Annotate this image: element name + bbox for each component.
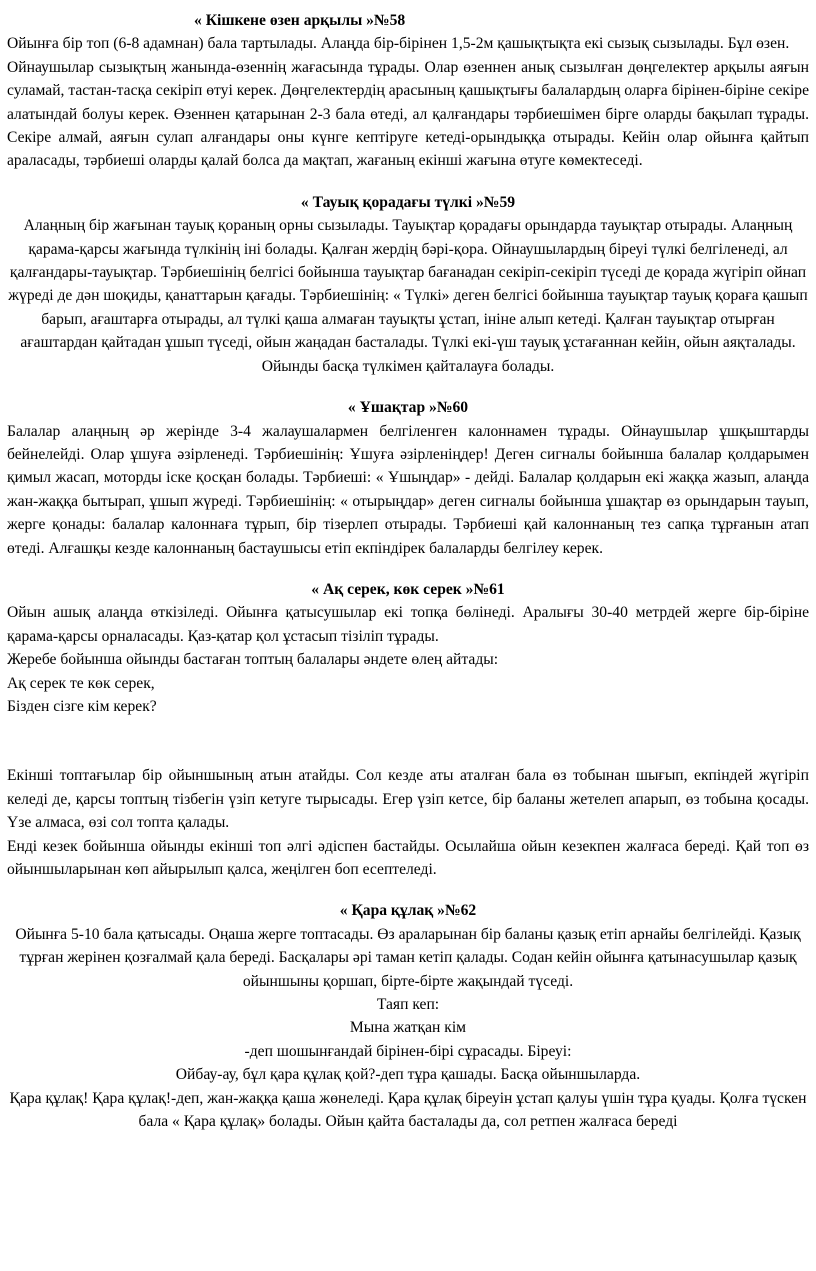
paragraph: Балалар алаңның әр жерінде 3-4 жалаушалармен белгіленген калоннамен тұрады. Ойнаушылар ұшқыштарды бейнелейді. Олар ұшуға әзірленеді. Тәрбиешінің: Ұшуға әзірленіңдер! Деген сигналы бойынша балалар қолдарымен қимыл жасап, моторды іске қосқан болады. Тәрбиеші: « Ұшыңдар» - дейді. Балалар қолдарын екі жаққа жазып, алаңда жан-жаққа бытырап, ұшып жүреді. Тәрбиешінің: « отырыңдар» деген сигналы бойынша ұшақтар өз орындарын тауып, жерге қонады: балалар калоннаға тұрып, бір тізерлеп отырады. Тәрбиеші қай калоннаның тез сапқа тұрғанын атап өтеді. Алғашқы кезде калоннаның бастаушысы етіп екпіндірек балаларды белгілеу керек. — [7, 422, 809, 557]
section-62 — [7, 899, 809, 1133]
section-title: « Ұшақтар »№60 — [347, 399, 469, 417]
section-title: « Тауық қорадағы түлкі »№59 — [300, 193, 516, 211]
paragraph: Алаңның бір жағынан тауық қораның орны сызылады. Тауықтар қорадағы орындарда тауықтар отырады. Алаңның қарама-қарсы жағында түлкінің іні болады. Қалған жердің бәрі-қора. Ойнаушылардың біреуі түлкі белгіленеді, ал қалғандары-тауықтар. Тәрбиешінің белгісі бойынша тауықтар бағанадан секіріп-секіріп түседі де қорада жүгіріп ойнап жүреді де дән шоқиды, қанаттарын қағады. Тәрбиешінің: « Түлкі» деген белгісі бойынша тауықтар тауық қораға қашып барып, ағаштарға отырады, ал түлкі қаша алмаған тауықты ұстап, ініне алып кетеді. Қалған тауықтар отырған ағаштардан қайтадан ұшып түседі, ойын жаңадан басталады. Түлкі екі-үш тауық ұстағаннан кейін, ойын аяқталады. Ойынды басқа түлкімен қайталауға болады. — [8, 217, 808, 375]
section-60 — [7, 396, 809, 560]
paragraph: Ойынға 5-10 бала қатысады. Оңаша жерге топтасады. Өз араларынан бір баланы қазық етіп арнайы белгілейді. Қазық тұрған жерінен қозғалмай қала береді. Басқалары әрі таман кетіп қалады. Содан кейін ойынға қатынасушылар қазық ойыншыны қоршап, бірте-бірте жақындай түседі. — [15, 925, 801, 990]
paragraph: Ойбау-ау, бұл қара құлақ қой?-деп тұра қашады. Басқа ойыншыларда. — [175, 1066, 641, 1084]
paragraph: Қара құлақ! Қара құлақ!-деп, жан-жаққа қаша жөнеледі. Қара құлақ біреуін ұстап қалуы үшін тұра қуады. Қолға түскен бала « Қара құлақ» болады. Ойын қайта басталады да, сол ретпен жалғаса береді — [9, 1089, 807, 1131]
section-title: « Кішкене өзен арқылы »№58 — [194, 12, 406, 29]
verse-line: Таяп кеп: — [376, 996, 440, 1014]
paragraph: Екінші топтағылар бір ойыншының атын атайды. Сол кезде аты аталған бала өз тобынан шығып, екпіндей жүгіріп келеді де, қарсы топтың тізбегін үзіп кетуге тырысады. Егер үзіп кетсе, бір баланы жетелеп апарып, өз тобына қосады. Үзе алмаса, өзі сол топта қалады. — [7, 767, 809, 832]
paragraph: Енді кезек бойынша ойынды екінші топ әлгі әдіспен бастайды. Осылайша ойын кезекпен жалғаса береді. Қай топ өз ойыншыларынан көп айырылып қалса, жеңілген боп есептеледі. — [7, 837, 809, 878]
section-61 — [7, 578, 809, 881]
section-title: « Ақ серек, көк серек »№61 — [311, 580, 505, 598]
section-59 — [7, 191, 809, 378]
verse-line: Бізден сізге кім керек? — [7, 697, 157, 715]
section-58 — [7, 9, 809, 173]
paragraph: Жеребе бойынша ойынды бастаған топтың балалары әндете өлең айтады: — [7, 651, 499, 669]
verse-line: Ақ серек те көк серек, — [7, 674, 155, 692]
section-title: « Қара құлақ »№62 — [339, 902, 477, 920]
paragraph: -деп шошынғандай бірінен-бірі сұрасады. Біреуі: — [244, 1042, 572, 1060]
paragraph: Ойнаушылар сызықтың жанында-өзеннің жағасында тұрады. Олар өзеннен анық сызылған дөңгелектер арқылы аяғын суламай, тастан-тасқа секіріп өтуі керек. Дөңгелектердің арасының қашықтығы балалардың оларға бірінен-біріне секіре алатындай болуы керек. Өзеннен қатарынан 2-3 бала өтеді, ал қалғандары тәрбиешімен бірге оларды бақылап тұрады. Секіре алмай, аяғын сулап алғандары оны күнге кептіруге кетеді-орындыққа отырады. Кейін олар ойынға қайтып араласады, тәрбиеші оларды қалай болса да мақтап, жағаның екінші жағына өтуге көмектеседі. — [7, 58, 809, 170]
paragraph: Ойынға бір топ (6-8 адамнан) бала тартылады. Алаңда бір-бірінен 1,5-2м қашықтықта екі сызық сызылады. Бұл өзен. — [7, 35, 790, 53]
paragraph: Ойын ашық алаңда өткізіледі. Ойынға қатысушылар екі топқа бөлінеді. Аралығы 30-40 метрдей жерге бір-біріне қарама-қарсы орналасады. Қаз-қатар қол ұстасып тізіліп тұрады. — [7, 604, 809, 645]
verse-line: Мына жатқан кім — [349, 1019, 467, 1037]
